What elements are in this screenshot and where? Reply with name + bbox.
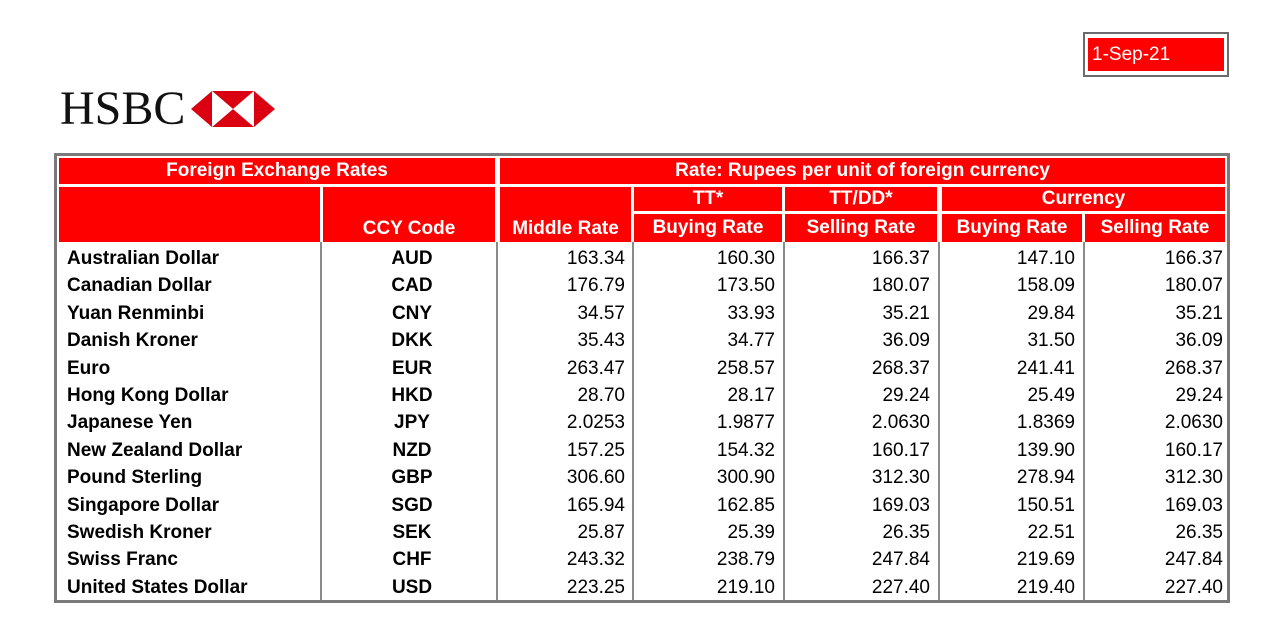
rate-tt-buy: 154.32 xyxy=(716,439,775,461)
currency-name: United States Dollar xyxy=(67,576,248,598)
currency-code: EUR xyxy=(391,357,433,379)
rate-middle: 28.70 xyxy=(577,384,625,406)
currency-code: SGD xyxy=(391,494,433,516)
header-ccy-code: CCY Code xyxy=(323,187,495,242)
rate-middle: 223.25 xyxy=(566,576,625,598)
currency-name: Euro xyxy=(67,357,111,379)
rate-cur-buy: 278.94 xyxy=(1016,467,1075,489)
currency-code: AUD xyxy=(391,248,433,269)
currency-code: NZD xyxy=(392,439,432,461)
hexagon-logo-icon xyxy=(191,91,275,127)
rate-tt-buy: 162.85 xyxy=(716,494,775,516)
rate-ttdd-sell: 35.21 xyxy=(882,302,930,324)
brand-wordmark: HSBC xyxy=(60,82,186,135)
table-row xyxy=(57,519,1227,546)
header-currency: Currency xyxy=(942,187,1225,211)
rate-tt-buy: 219.10 xyxy=(716,576,775,598)
rate-cur-sell: 169.03 xyxy=(1164,494,1223,516)
rate-tt-buy: 160.30 xyxy=(716,248,775,269)
rate-middle: 35.43 xyxy=(577,330,625,352)
date-label: 1-Sep-21 xyxy=(1088,38,1224,71)
currency-code: CHF xyxy=(392,549,432,571)
currency-name: Australian Dollar xyxy=(67,248,220,269)
currency-code: USD xyxy=(391,576,433,598)
table-row xyxy=(57,245,1227,272)
currency-code: CAD xyxy=(391,275,433,297)
rate-ttdd-sell: 160.17 xyxy=(871,439,930,461)
rate-ttdd-sell: 26.35 xyxy=(882,521,930,543)
rate-cur-buy: 219.69 xyxy=(1016,549,1075,571)
currency-code: GBP xyxy=(391,467,433,489)
currency-name: Pound Sterling xyxy=(67,467,203,489)
currency-name: New Zealand Dollar xyxy=(67,439,243,461)
header-cur-buying: Buying Rate xyxy=(942,214,1082,242)
rate-cur-buy: 150.51 xyxy=(1016,494,1075,516)
rate-cur-sell: 312.30 xyxy=(1164,467,1223,489)
rate-cur-sell: 2.0630 xyxy=(1164,412,1223,434)
rate-ttdd-sell: 2.0630 xyxy=(871,412,930,434)
rate-cur-buy: 31.50 xyxy=(1027,330,1075,352)
currency-name: Hong Kong Dollar xyxy=(67,384,229,406)
rate-tt-buy: 300.90 xyxy=(716,467,775,489)
date-box xyxy=(1083,32,1229,77)
rate-middle: 34.57 xyxy=(577,302,625,324)
rate-ttdd-sell: 247.84 xyxy=(871,549,930,571)
rate-middle: 163.34 xyxy=(566,248,625,269)
table-row xyxy=(57,464,1227,491)
currency-code: DKK xyxy=(391,330,433,352)
rate-cur-sell: 247.84 xyxy=(1164,549,1223,571)
rate-cur-sell: 268.37 xyxy=(1164,357,1223,379)
header-tt-buying: Buying Rate xyxy=(634,214,782,242)
rate-middle: 243.32 xyxy=(566,549,625,571)
header-middle-rate: Middle Rate xyxy=(500,187,631,242)
header-ttdd: TT/DD* xyxy=(785,187,937,211)
currency-name: Singapore Dollar xyxy=(67,494,220,516)
header-title-left: Foreign Exchange Rates xyxy=(59,158,495,184)
rate-tt-buy: 173.50 xyxy=(716,275,775,297)
currency-name: Swedish Kroner xyxy=(67,521,212,543)
currency-code: SEK xyxy=(392,521,432,543)
table-row xyxy=(57,437,1227,464)
table-row xyxy=(57,355,1227,382)
fx-rates-table xyxy=(54,153,1230,603)
rate-cur-sell: 166.37 xyxy=(1164,248,1223,269)
rate-cur-sell: 180.07 xyxy=(1164,275,1223,297)
currency-code: CNY xyxy=(391,302,433,324)
rate-cur-buy: 29.84 xyxy=(1027,302,1075,324)
rate-cur-buy: 22.51 xyxy=(1027,521,1075,543)
rate-tt-buy: 25.39 xyxy=(727,521,775,543)
rate-middle: 157.25 xyxy=(566,439,625,461)
rate-middle: 306.60 xyxy=(566,467,625,489)
rate-cur-buy: 1.8369 xyxy=(1016,412,1075,434)
rate-cur-buy: 25.49 xyxy=(1027,384,1075,406)
rate-ttdd-sell: 169.03 xyxy=(871,494,930,516)
header-ttdd-selling: Selling Rate xyxy=(785,214,937,242)
rate-cur-sell: 26.35 xyxy=(1175,521,1223,543)
rate-middle: 2.0253 xyxy=(566,412,625,434)
rate-cur-sell: 227.40 xyxy=(1164,576,1223,598)
currency-name: Japanese Yen xyxy=(67,412,193,434)
rate-cur-buy: 147.10 xyxy=(1016,248,1075,269)
rate-tt-buy: 34.77 xyxy=(727,330,775,352)
rate-ttdd-sell: 36.09 xyxy=(882,330,930,352)
rate-cur-sell: 29.24 xyxy=(1175,384,1223,406)
rate-middle: 165.94 xyxy=(566,494,625,516)
currency-name: Swiss Franc xyxy=(67,549,178,571)
currency-code: HKD xyxy=(391,384,433,406)
rate-ttdd-sell: 227.40 xyxy=(871,576,930,598)
header-cur-selling: Selling Rate xyxy=(1085,214,1225,242)
rate-middle: 176.79 xyxy=(566,275,625,297)
rate-cur-buy: 241.41 xyxy=(1016,357,1075,379)
hsbc-logo xyxy=(60,84,275,134)
rate-cur-buy: 158.09 xyxy=(1016,275,1075,297)
rate-ttdd-sell: 268.37 xyxy=(871,357,930,379)
currency-name: Yuan Renminbi xyxy=(67,302,205,324)
rate-tt-buy: 258.57 xyxy=(716,357,775,379)
header-title-right: Rate: Rupees per unit of foreign currency xyxy=(500,158,1225,184)
table-row xyxy=(57,327,1227,354)
table-row xyxy=(57,300,1227,327)
currency-name: Danish Kroner xyxy=(67,330,198,352)
table-row xyxy=(57,574,1227,601)
rate-ttdd-sell: 312.30 xyxy=(871,467,930,489)
table-row xyxy=(57,409,1227,436)
header-name-blank xyxy=(59,187,320,242)
rate-tt-buy: 238.79 xyxy=(716,549,775,571)
rate-tt-buy: 1.9877 xyxy=(716,412,775,434)
table-row xyxy=(57,546,1227,573)
rate-ttdd-sell: 180.07 xyxy=(871,275,930,297)
table-row xyxy=(57,382,1227,409)
rate-cur-sell: 35.21 xyxy=(1175,302,1223,324)
rate-middle: 25.87 xyxy=(577,521,625,543)
rate-cur-buy: 219.40 xyxy=(1016,576,1075,598)
header-tt: TT* xyxy=(634,187,782,211)
rate-tt-buy: 33.93 xyxy=(727,302,775,324)
rate-ttdd-sell: 29.24 xyxy=(882,384,930,406)
table-body xyxy=(57,245,1227,601)
rate-cur-sell: 36.09 xyxy=(1175,330,1223,352)
table-row xyxy=(57,272,1227,299)
rate-ttdd-sell: 166.37 xyxy=(871,248,930,269)
rate-middle: 263.47 xyxy=(566,357,625,379)
rate-tt-buy: 28.17 xyxy=(727,384,775,406)
currency-code: JPY xyxy=(394,412,430,434)
rate-cur-sell: 160.17 xyxy=(1164,439,1223,461)
currency-name: Canadian Dollar xyxy=(67,275,212,297)
rate-cur-buy: 139.90 xyxy=(1016,439,1075,461)
table-row xyxy=(57,492,1227,519)
